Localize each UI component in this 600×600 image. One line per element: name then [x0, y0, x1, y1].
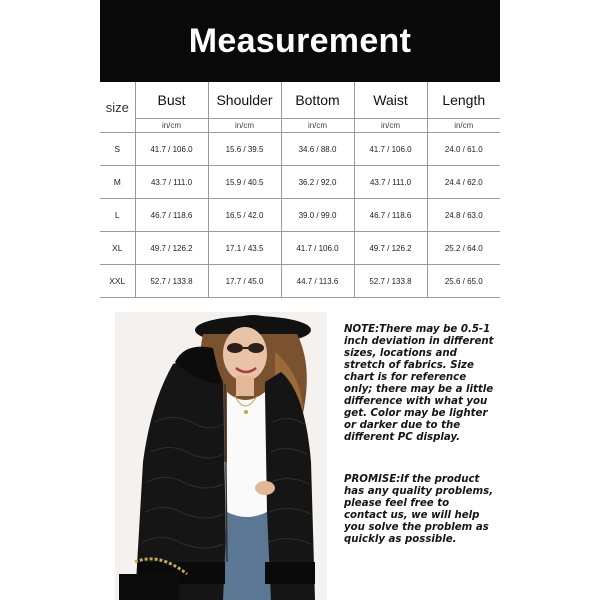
- handbag: [119, 574, 179, 600]
- size-column-header: size: [100, 82, 135, 133]
- table-cell: 34.6 / 88.0: [281, 133, 354, 166]
- table-row: [100, 133, 500, 166]
- table-cell: 49.7 / 126.2: [354, 232, 427, 265]
- size-cell: M: [100, 166, 135, 199]
- table-cell: 41.7 / 106.0: [281, 232, 354, 265]
- size-chart-table: [100, 82, 500, 298]
- model-photo: [115, 312, 327, 600]
- table-cell: 17.7 / 45.0: [208, 265, 281, 298]
- measurement-header: [100, 0, 500, 82]
- table-cell: 36.2 / 92.0: [281, 166, 354, 199]
- unit-label: in/cm: [427, 119, 500, 133]
- table-unit-row: [100, 119, 500, 133]
- neck: [236, 376, 254, 396]
- table-cell: 52.7 / 133.8: [135, 265, 208, 298]
- table-cell: 41.7 / 106.0: [135, 133, 208, 166]
- table-cell: 25.2 / 64.0: [427, 232, 500, 265]
- column-header-bottom: Bottom: [281, 82, 354, 119]
- unit-label: in/cm: [208, 119, 281, 133]
- table-cell: 46.7 / 118.6: [354, 199, 427, 232]
- table-cell: 24.0 / 61.0: [427, 133, 500, 166]
- table-cell: 41.7 / 106.0: [354, 133, 427, 166]
- table-cell: 43.7 / 111.0: [135, 166, 208, 199]
- size-cell: L: [100, 199, 135, 232]
- column-header-bust: Bust: [135, 82, 208, 119]
- table-cell: 15.9 / 40.5: [208, 166, 281, 199]
- table-cell: 16.5 / 42.0: [208, 199, 281, 232]
- table-cell: 44.7 / 113.6: [281, 265, 354, 298]
- size-cell: XL: [100, 232, 135, 265]
- table-cell: 25.6 / 65.0: [427, 265, 500, 298]
- table-row: [100, 265, 500, 298]
- promise-text: PROMISE:If the product has any quality problems, please feel free to contact us, we will help you solve the problem as quickly as possible.: [344, 474, 494, 545]
- table-row: [100, 232, 500, 265]
- table-cell: 24.4 / 62.0: [427, 166, 500, 199]
- note-text: NOTE:There may be 0.5-1 inch deviation in different sizes, locations and stretch of fabrics. Size chart is for reference only; there may be a little difference with what you get. Color may be lighter or darker due to the different PC display.: [344, 324, 494, 443]
- column-header-waist: Waist: [354, 82, 427, 119]
- hand: [255, 481, 275, 495]
- column-header-length: Length: [427, 82, 500, 119]
- unit-label: in/cm: [354, 119, 427, 133]
- table-row: [100, 166, 500, 199]
- table-cell: 49.7 / 126.2: [135, 232, 208, 265]
- table-cell: 24.8 / 63.0: [427, 199, 500, 232]
- necklace-pendant: [244, 410, 248, 414]
- unit-label: in/cm: [281, 119, 354, 133]
- jacket-hem-right: [265, 562, 315, 584]
- table-cell: 15.6 / 39.5: [208, 133, 281, 166]
- sunglasses-right-lens: [248, 343, 264, 353]
- column-header-shoulder: Shoulder: [208, 82, 281, 119]
- table-cell: 39.0 / 99.0: [281, 199, 354, 232]
- table-cell: 52.7 / 133.8: [354, 265, 427, 298]
- table-row: [100, 199, 500, 232]
- unit-label: in/cm: [135, 119, 208, 133]
- notes-block: [344, 324, 494, 546]
- size-cell: XXL: [100, 265, 135, 298]
- model-illustration: [115, 312, 327, 600]
- jeans: [223, 512, 271, 600]
- sunglasses-left-lens: [227, 343, 243, 353]
- header-title: Measurement: [188, 21, 412, 60]
- table-cell: 43.7 / 111.0: [354, 166, 427, 199]
- size-cell: S: [100, 133, 135, 166]
- table-header-row: [100, 82, 500, 119]
- table-cell: 17.1 / 43.5: [208, 232, 281, 265]
- table-cell: 46.7 / 118.6: [135, 199, 208, 232]
